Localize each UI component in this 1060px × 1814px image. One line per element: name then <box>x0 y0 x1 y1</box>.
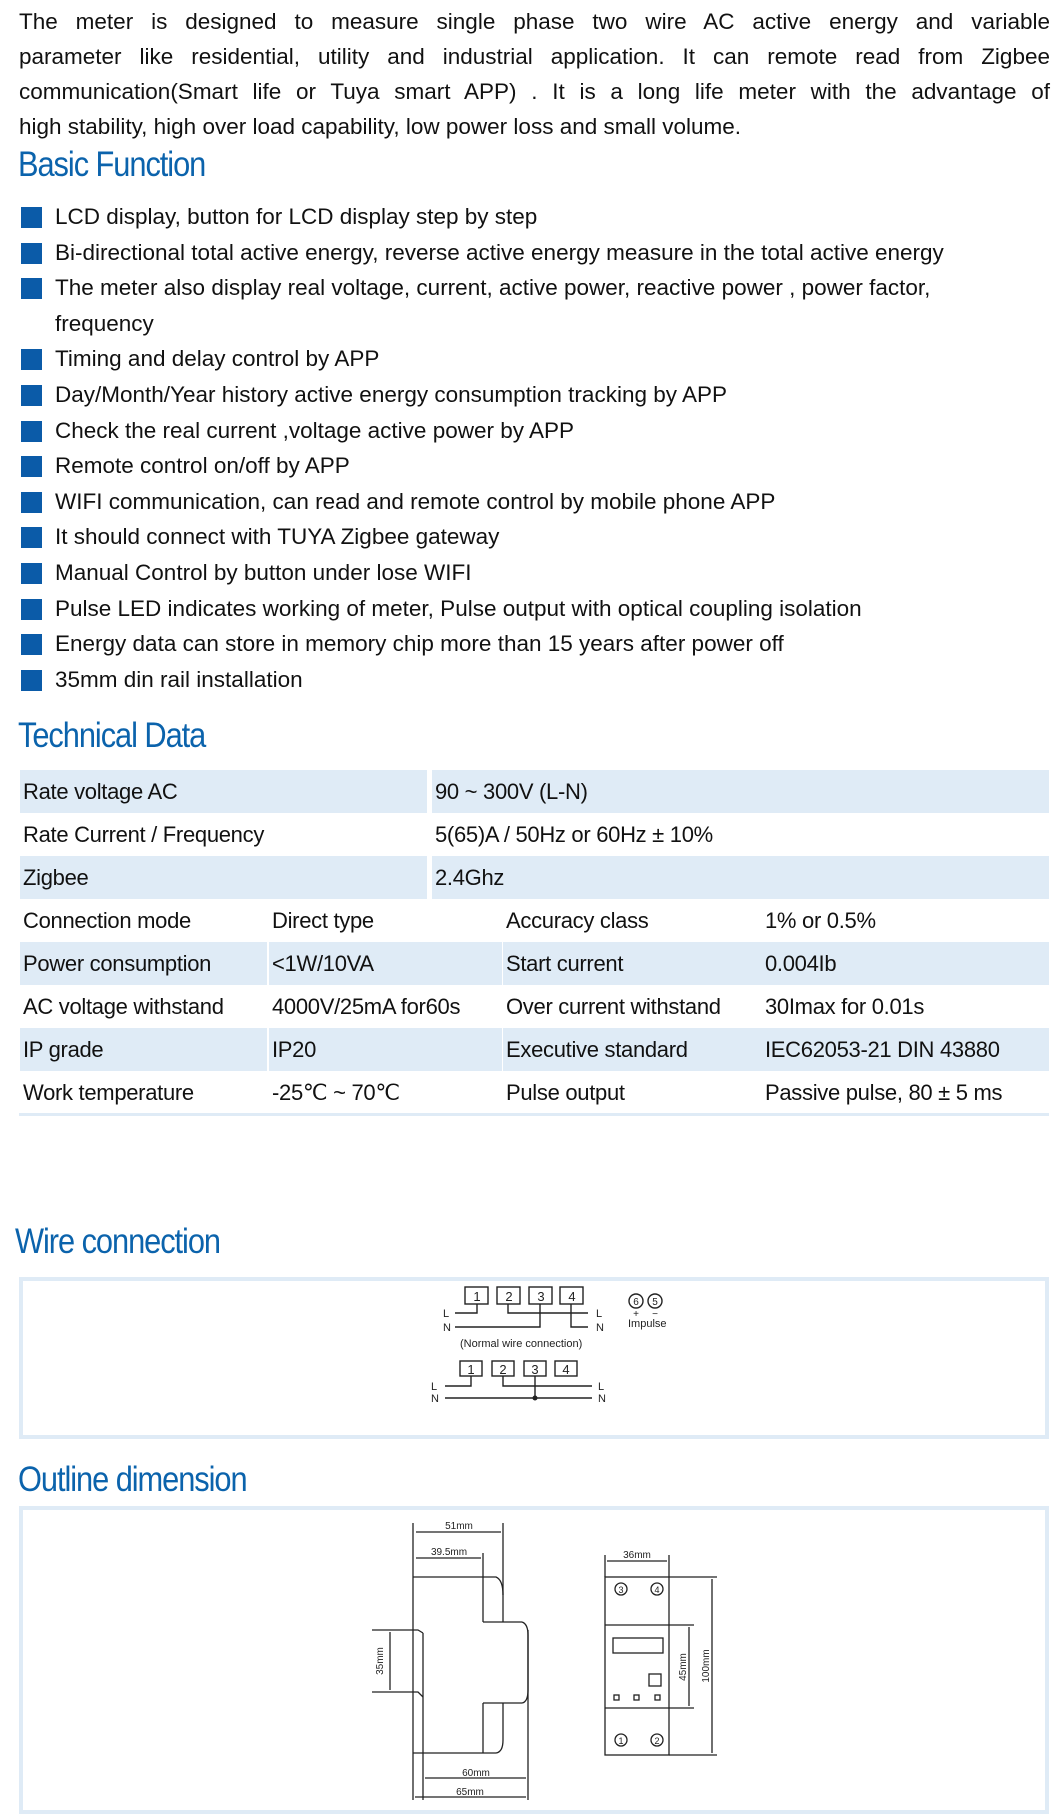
list-item-text: The meter also display real voltage, current, active power, reactive power , power factor, <box>55 275 931 301</box>
dimension-label: 39.5mm <box>430 1547 468 1558</box>
square-bullet-icon <box>21 634 42 655</box>
list-item <box>21 413 944 449</box>
line-label: L <box>431 1381 438 1393</box>
table-cell-value: 4000V/25mA for60s <box>272 994 461 1019</box>
dimension-label: 45mm <box>678 1653 689 1681</box>
list-item-text: Bi-directional total active energy, reverse active energy measure in the total active energy <box>55 239 944 265</box>
square-bullet-icon <box>21 243 42 264</box>
wire-caption: (Normal wire connection) <box>460 1338 583 1350</box>
terminal-label: 3 <box>537 1289 545 1304</box>
impulse-sign: − <box>652 1309 658 1320</box>
terminal-label: 4 <box>654 1585 660 1595</box>
intro-paragraph <box>19 4 1050 144</box>
square-bullet-icon <box>21 599 42 620</box>
list-item-text: Pulse LED indicates working of meter, Pulse output with optical coupling isolation <box>55 595 862 621</box>
list-item <box>21 270 944 341</box>
square-bullet-icon <box>21 456 42 477</box>
list-item-text: LCD display, button for LCD display step by step <box>55 204 538 229</box>
terminal-label: 2 <box>499 1362 507 1377</box>
impulse-terminal: 6 <box>633 1297 639 1308</box>
table-cell-value: 5(65)A / 50Hz or 60Hz ± 10% <box>435 822 713 847</box>
impulse-label: Impulse <box>628 1318 667 1330</box>
basic-function-heading: Basic Function <box>18 145 206 184</box>
outline-dimension-drawing <box>0 1500 1060 1812</box>
table-cell-label: Rate Current / Frequency <box>23 822 265 847</box>
table-cell-label: Work temperature <box>23 1080 194 1105</box>
intro-line: The meter is designed to measure single phase two wire AC active energy and variable <box>19 9 1050 34</box>
list-item-text: Day/Month/Year history active energy consumption tracking by APP <box>55 381 728 407</box>
basic-function-list <box>21 199 944 697</box>
wire-connection-heading: Wire connection <box>15 1222 220 1261</box>
impulse-terminal: 5 <box>652 1297 658 1308</box>
dimension-label: 60mm <box>462 1768 490 1779</box>
square-bullet-icon <box>21 278 42 299</box>
table-cell-label: Over current withstand <box>506 994 721 1019</box>
table-cell-label: Start current <box>503 942 762 985</box>
outline-dimension-heading: Outline dimension <box>18 1460 247 1499</box>
line-label: L <box>443 1308 450 1320</box>
table-cell-label: Executive standard <box>503 1028 762 1071</box>
terminal-label: 3 <box>531 1362 539 1377</box>
wire-connection-diagram <box>0 1270 1060 1430</box>
list-item-text: It should connect with TUYA Zigbee gateway <box>55 524 500 550</box>
dimension-label: 65mm <box>456 1787 484 1798</box>
list-item-text: Remote control on/off by APP <box>55 453 350 479</box>
table-cell-label: Rate voltage AC <box>20 770 427 813</box>
square-bullet-icon <box>21 349 42 370</box>
list-item <box>21 448 944 484</box>
list-item <box>21 662 944 698</box>
table-cell-value: Direct type <box>272 908 374 933</box>
table-cell-label: Pulse output <box>506 1080 625 1105</box>
table-cell-label: Accuracy class <box>506 908 649 933</box>
dimension-label: 35mm <box>375 1647 386 1675</box>
list-item-text: 35mm din rail installation <box>55 666 303 692</box>
list-item-text: WIFI communication, can read and remote control by mobile phone APP <box>55 488 776 514</box>
table-bottom-rule <box>19 1113 1049 1116</box>
dimension-label: 36mm <box>623 1550 651 1561</box>
square-bullet-icon <box>21 670 42 691</box>
square-bullet-icon <box>21 527 42 548</box>
table-cell-label: IP grade <box>20 1028 267 1071</box>
neutral-label: N <box>443 1322 451 1334</box>
terminal-label: 4 <box>562 1362 570 1377</box>
table-cell-value: <1W/10VA <box>269 942 502 985</box>
list-item-text: Energy data can store in memory chip more than 15 years after power off <box>55 631 784 657</box>
table-cell-value: Passive pulse, 80 ± 5 ms <box>765 1080 1003 1105</box>
list-item <box>21 591 944 627</box>
table-cell-value: IEC62053-21 DIN 43880 <box>762 1028 1049 1071</box>
technical-data-heading: Technical Data <box>18 716 206 755</box>
dimension-label: 100mm <box>701 1649 712 1683</box>
square-bullet-icon <box>21 207 42 228</box>
neutral-label: N <box>596 1322 604 1334</box>
impulse-sign: + <box>633 1309 639 1320</box>
table-cell-value: 2.4Ghz <box>432 856 1049 899</box>
table-cell-value: 30Imax for 0.01s <box>765 994 925 1019</box>
terminal-label: 4 <box>568 1289 576 1304</box>
list-item <box>21 377 944 413</box>
list-item <box>21 341 944 377</box>
table-cell-label: AC voltage withstand <box>23 994 224 1019</box>
neutral-label: N <box>598 1393 606 1405</box>
table-cell-value: -25℃ ~ 70℃ <box>272 1080 400 1105</box>
list-item-text: Check the real current ,voltage active power by APP <box>55 417 575 443</box>
table-cell-label: Zigbee <box>20 856 427 899</box>
list-item <box>21 555 944 591</box>
intro-line: parameter like residential, utility and industrial application. It can remote read from Zigbee <box>19 44 1050 69</box>
table-cell-label: Connection mode <box>23 908 191 933</box>
intro-line: high stability, high over load capability, low power loss and small volume. <box>19 114 742 139</box>
list-item <box>21 484 944 520</box>
terminal-label: 1 <box>618 1736 624 1746</box>
table-cell-value: 0.004Ib <box>762 942 1049 985</box>
terminal-label: 3 <box>618 1585 624 1595</box>
list-item-text: Manual Control by button under lose WIFI <box>55 559 472 585</box>
square-bullet-icon <box>21 421 42 442</box>
terminal-label: 1 <box>467 1362 475 1377</box>
table-cell-value: IP20 <box>269 1028 502 1071</box>
terminal-label: 2 <box>654 1736 660 1746</box>
table-cell-value: 90 ~ 300V (L-N) <box>432 770 1049 813</box>
list-item <box>21 199 944 235</box>
list-item-text: frequency <box>55 310 154 336</box>
list-item-text: Timing and delay control by APP <box>55 346 380 372</box>
square-bullet-icon <box>21 563 42 584</box>
table-cell-label: Power consumption <box>20 942 267 985</box>
dimension-label: 51mm <box>445 1521 473 1532</box>
intro-line: communication(Smart life or Tuya smart APP) . It is a long life meter with the advantage of <box>19 79 1050 104</box>
terminal-label: 2 <box>505 1289 513 1304</box>
table-cell-value: 1% or 0.5% <box>765 908 876 933</box>
square-bullet-icon <box>21 385 42 406</box>
line-label: L <box>596 1308 603 1320</box>
neutral-label: N <box>431 1393 439 1405</box>
list-item <box>21 235 944 271</box>
square-bullet-icon <box>21 492 42 513</box>
list-item <box>21 626 944 662</box>
terminal-label: 1 <box>473 1289 481 1304</box>
line-label: L <box>598 1381 605 1393</box>
list-item <box>21 519 944 555</box>
